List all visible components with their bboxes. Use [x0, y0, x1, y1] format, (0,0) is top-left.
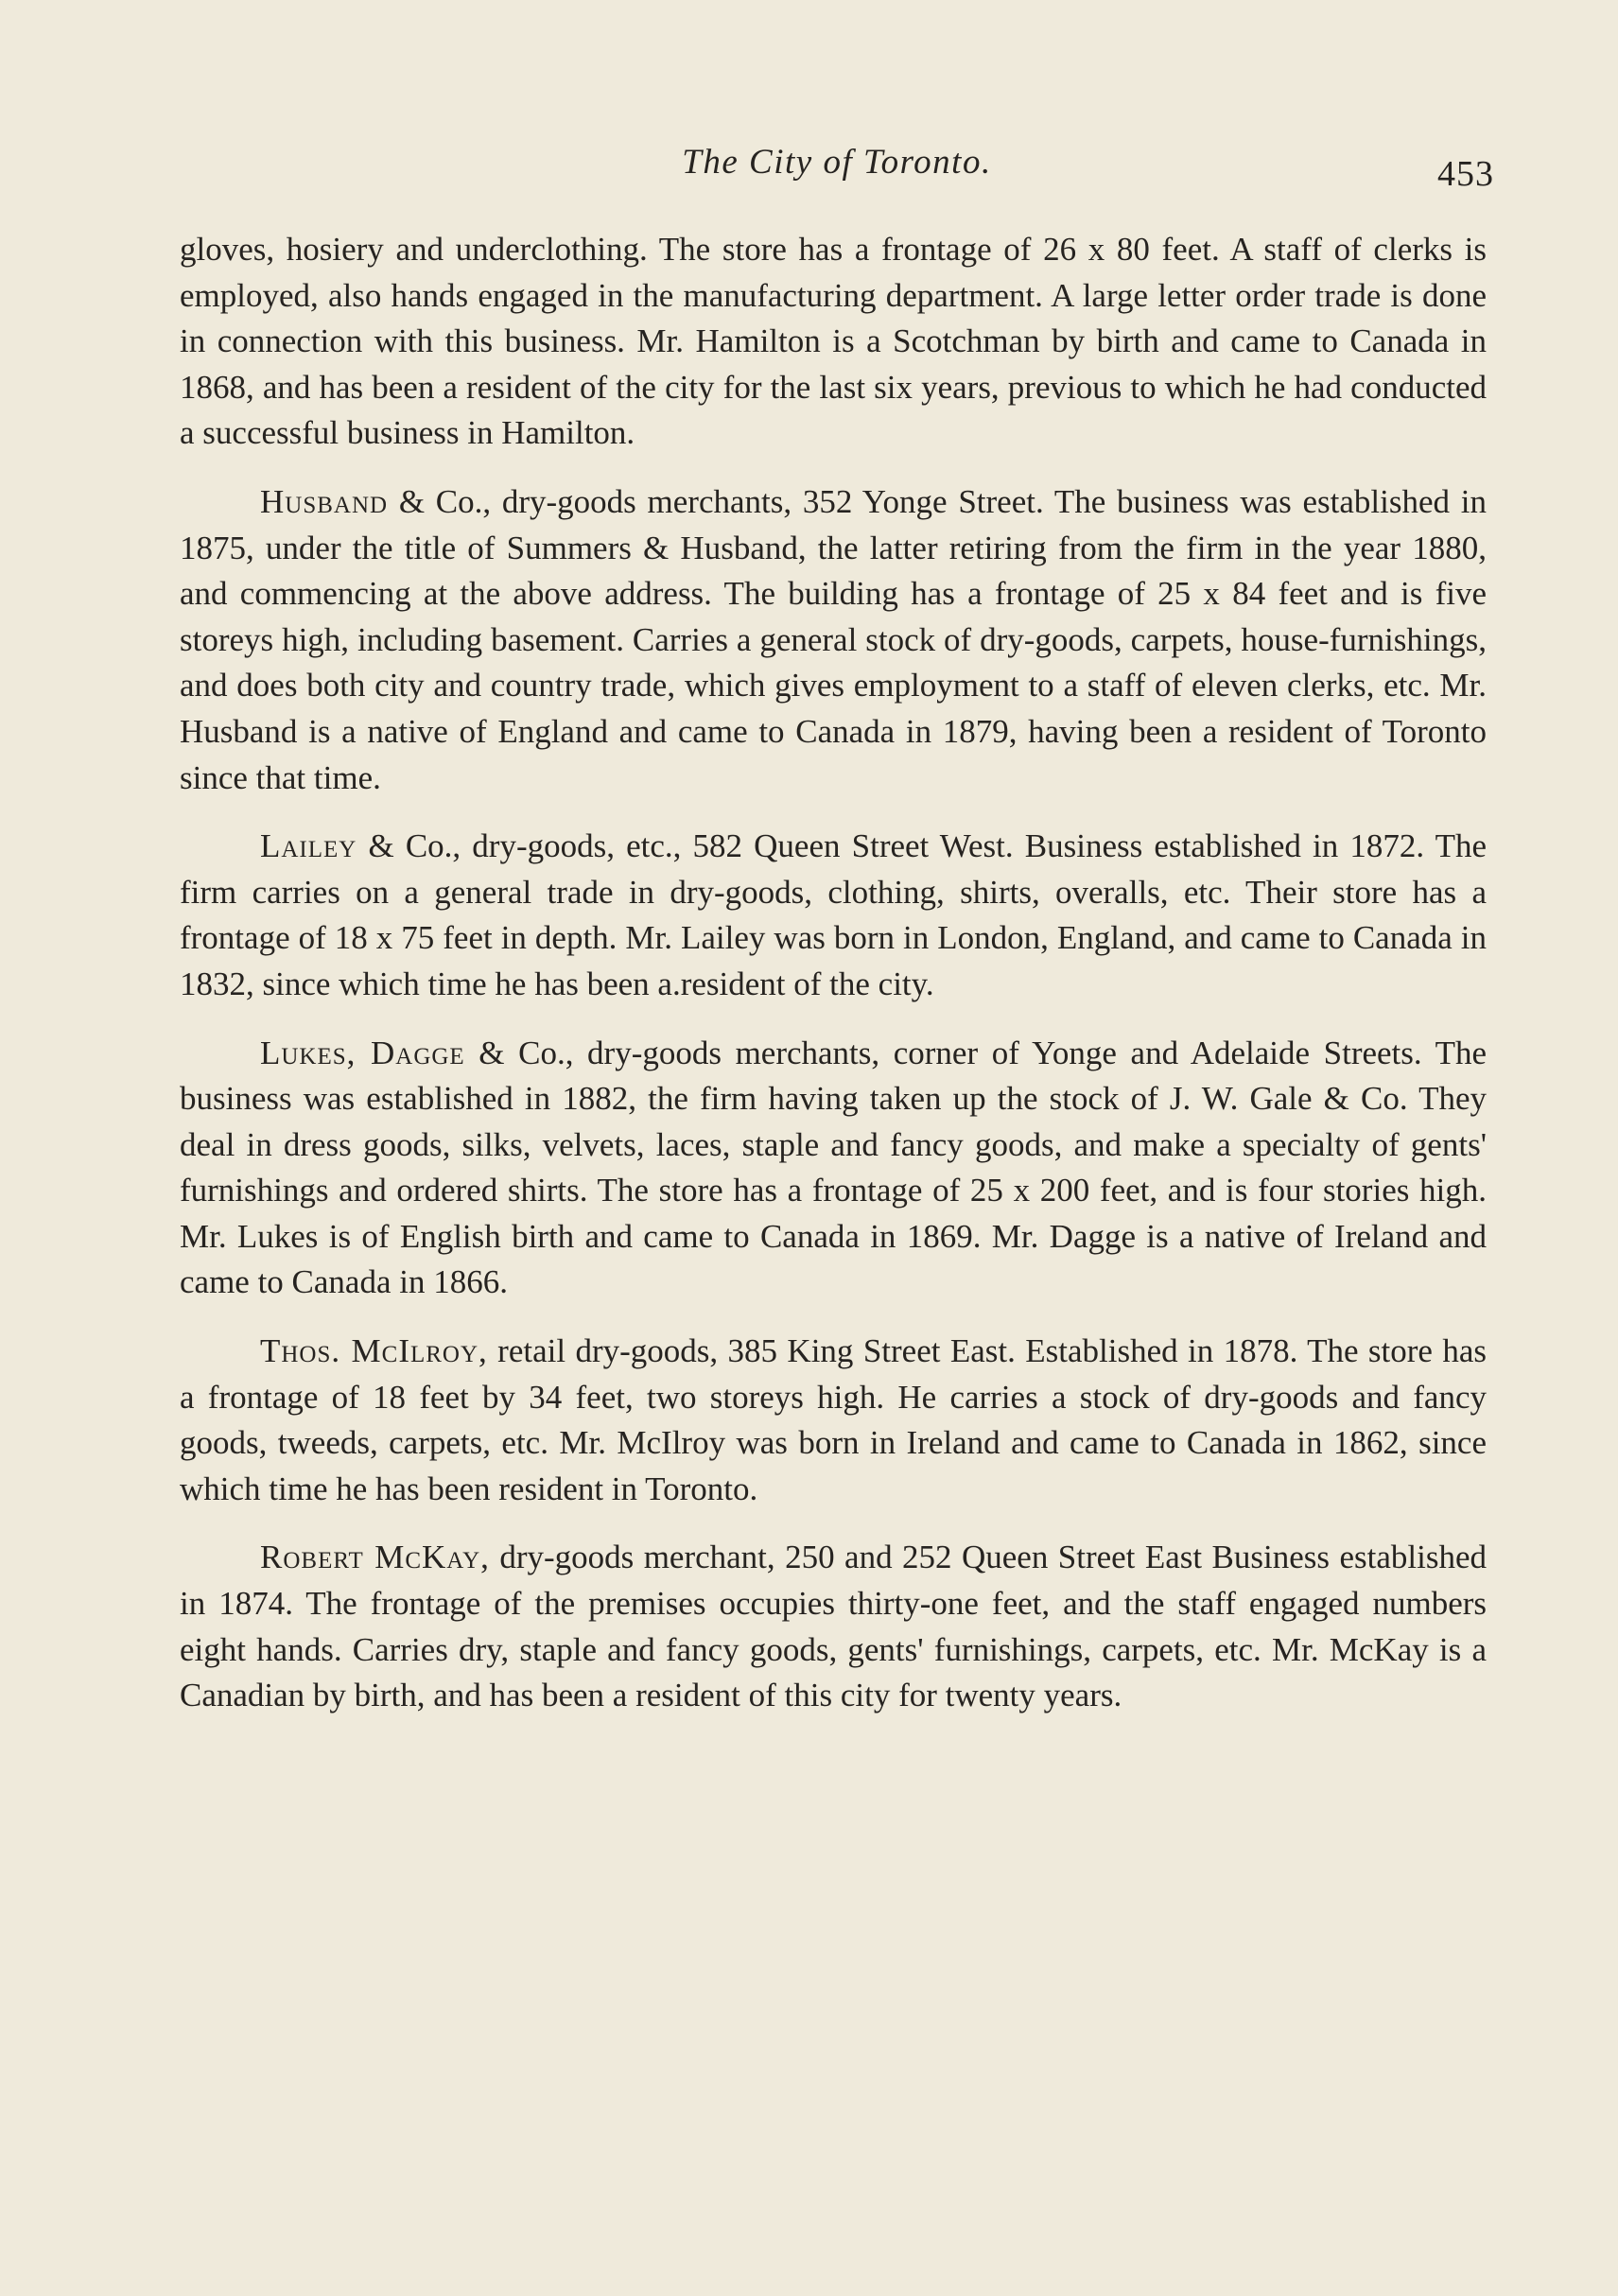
- firm-name: Lailey: [260, 827, 357, 865]
- firm-name: Lukes, Dagge: [260, 1034, 465, 1071]
- paragraph-text: & Co., dry-goods merchants, 352 Yonge Street. The business was established in 1875, under the title of Summers & Husband, the latter retiring from the firm in the year 1880, and commencing at the above address. The building has a frontage of 25 x 84 feet and is five storeys high, including basement. Carries a general stock of dry-goods, carpets, house-furnishings, and does both city and country trade, which gives employment to a staff of eleven clerks, etc. Mr. Husband is a native of England and came to Canada in 1879, having been a resident of Toronto since that time.: [180, 482, 1487, 796]
- paragraph-mcilroy: [180, 1329, 1487, 1512]
- paragraph-husband: [180, 479, 1487, 801]
- firm-name: Husband: [260, 482, 389, 520]
- running-title: The City of Toronto.: [682, 143, 992, 182]
- paragraph-continuation: [180, 227, 1487, 457]
- paragraph-mckay: [180, 1535, 1487, 1718]
- paragraph-text: dry-goods merchant, 250 and 252 Queen Street East Business established in 1874. The frontage of the premises occupies thirty-one feet, and the staff engaged numbers eight hands. Carries dry, staple and fancy goods, gents' furnishings, carpets, etc. Mr. McKay is a Canadian by birth, and has been a resident of this city for twenty years.: [180, 1539, 1487, 1714]
- paragraph-text: gloves, hosiery and underclothing. The store has a frontage of 26 x 80 feet. A staff of clerks is employed, also hands engaged in the manufacturing department. A large letter order trade is done in connection with this business. Mr. Hamilton is a Scotchman by birth and came to Canada in 1868, and has been a resident of the city for the last six years, previous to which he had conducted a successful business in Hamilton.: [180, 231, 1487, 452]
- paragraph-text: & Co., dry-goods, etc., 582 Queen Street West. Business established in 1872. The firm carries on a general trade in dry-goods, clothing, shirts, overalls, etc. Their store has a frontage of 18 x 75 feet in depth. Mr. Lailey was born in London, England, and came to Canada in 1832, since which time he has been a.resident of the city.: [180, 827, 1487, 1002]
- paragraph-lukes-dagge: [180, 1031, 1487, 1307]
- page-header: [180, 142, 1494, 199]
- page-number: 453: [1437, 154, 1494, 194]
- page-body: [180, 227, 1487, 1742]
- paragraph-text: & Co., dry-goods merchants, corner of Yonge and Adelaide Streets. The business was established in 1882, the firm having taken up the stock of J. W. Gale & Co. They deal in dress goods, silks, velvets, laces, staple and fancy goods, and make a specialty of gents' furnishings and ordered shirts. The store has a frontage of 25 x 200 feet, and is four stories high. Mr. Lukes is of English birth and came to Canada in 1869. Mr. Dagge is a native of Ireland and came to Canada in 1866.: [180, 1034, 1488, 1301]
- firm-name: Robert McKay,: [260, 1539, 490, 1576]
- paragraph-lailey: [180, 824, 1487, 1007]
- paragraph-text: retail dry-goods, 385 King Street East. Established in 1878. The store has a frontage of 18 feet by 34 feet, two storeys high. He carries a stock of dry-goods and fancy goods, tweeds, carpets, etc. Mr. McIlroy was born in Ireland and came to Canada in 1862, since which time he has been resident in Toronto.: [180, 1332, 1487, 1507]
- firm-name: Thos. McIlroy,: [260, 1332, 488, 1370]
